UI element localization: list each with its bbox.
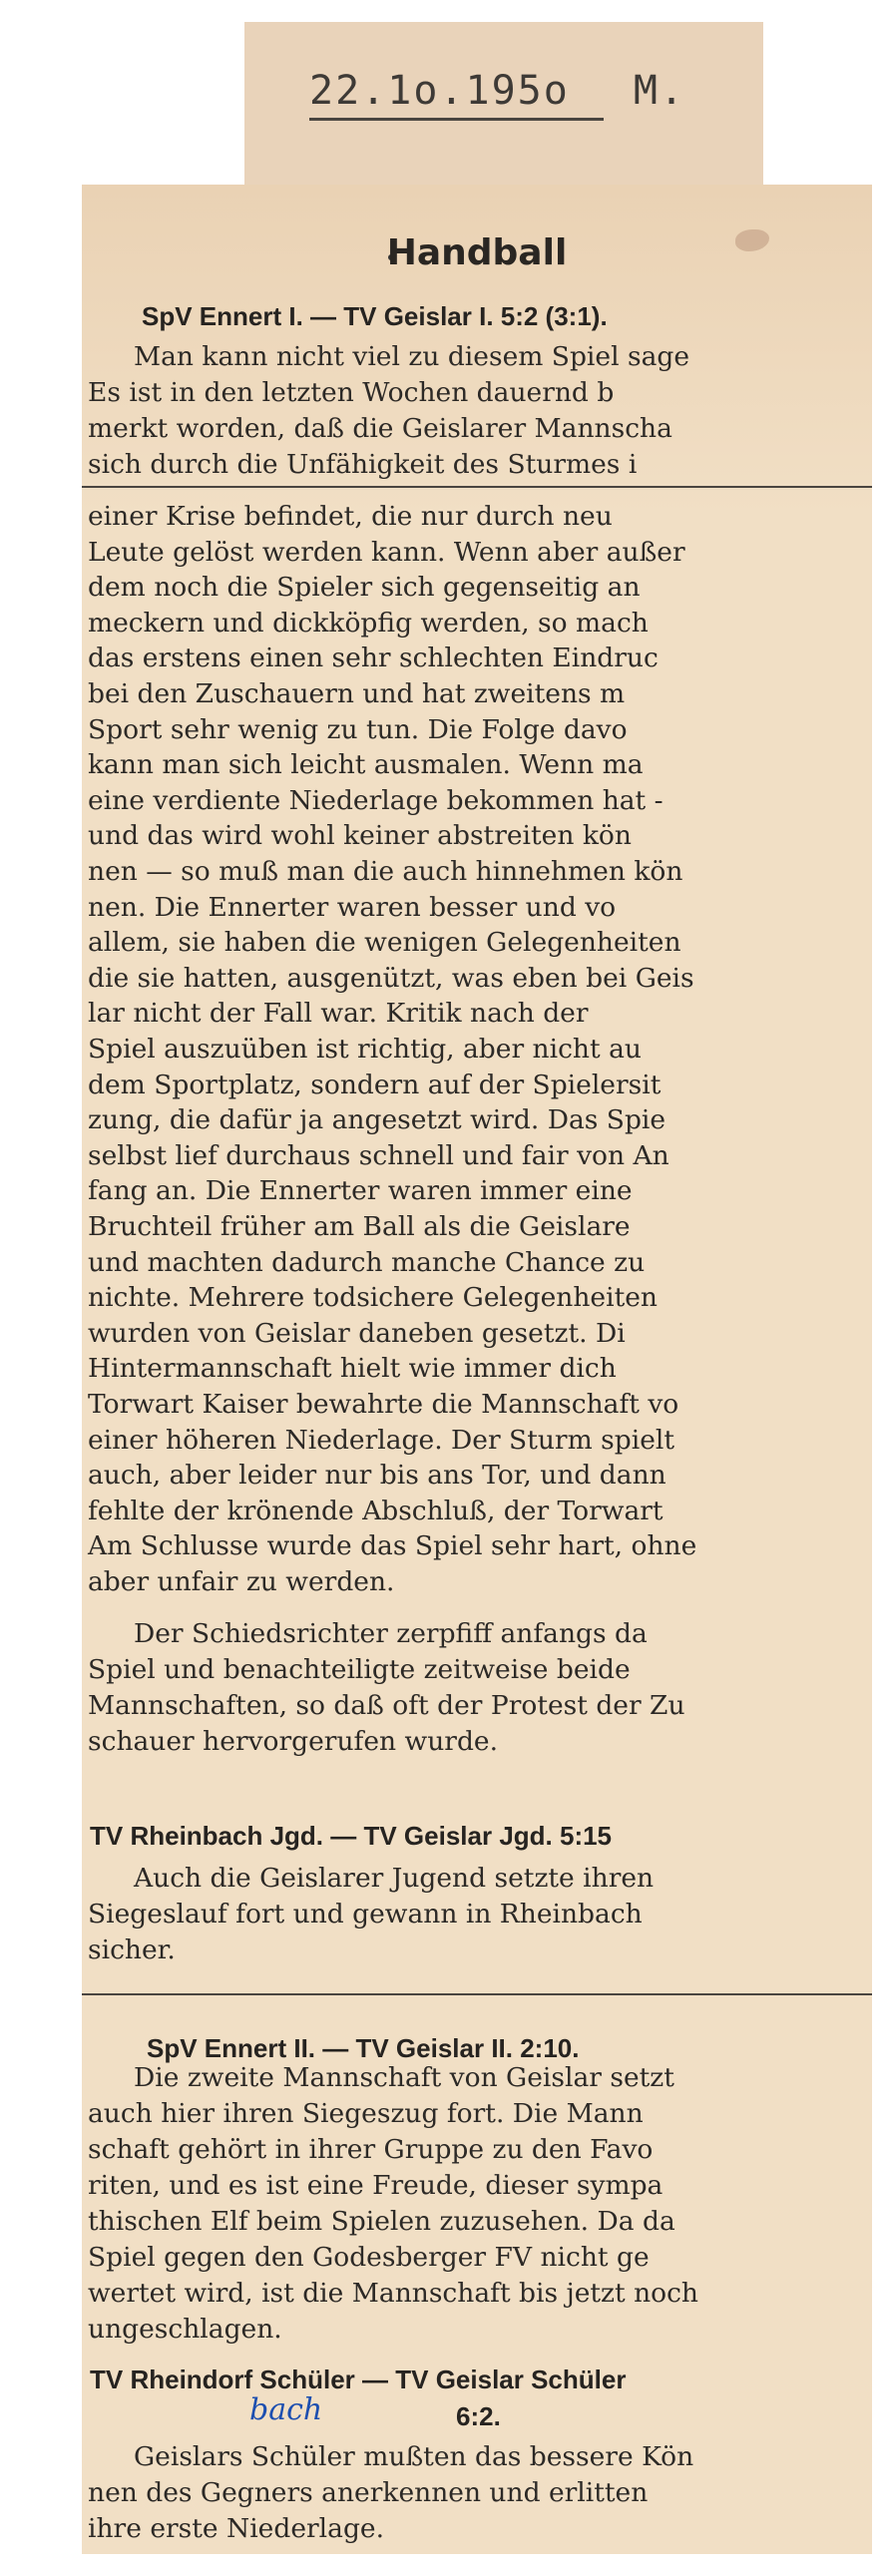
handwritten-correction: bach xyxy=(249,2392,323,2427)
text-line: aber unfair zu werden. xyxy=(88,1566,395,1597)
text-line: Der Schiedsrichter zerpfiff anfangs da xyxy=(134,1618,648,1649)
text-line: merkt worden, daß die Geislarer Mannscha xyxy=(88,413,672,444)
text-line: Man kann nicht viel zu diesem Spiel sage xyxy=(134,341,690,372)
text-line: kann man sich leicht ausmalen. Wenn ma xyxy=(88,749,644,781)
text-line: Hintermannschaft hielt wie immer dich xyxy=(88,1353,617,1385)
text-line: zung, die dafür ja angesetzt wird. Das Spie xyxy=(88,1104,666,1136)
text-line: nen. Die Ennerter waren besser und vo xyxy=(88,891,617,923)
newspaper-clipping xyxy=(82,185,872,2554)
date-mark: M. xyxy=(633,68,686,114)
column-rule xyxy=(82,486,872,488)
text-line: die sie hatten, ausgenützt, was eben bei Geis xyxy=(88,962,694,994)
text-line: das erstens einen sehr schlechten Eindruc xyxy=(88,643,659,674)
date-underline xyxy=(309,118,604,121)
text-line: ungeschlagen. xyxy=(88,2314,282,2345)
match-header-1: SpV Ennert I. — TV Geislar I. 5:2 (3:1). xyxy=(142,301,608,331)
text-line: nichte. Mehrere todsichere Gelegenheiten xyxy=(88,1282,658,1314)
text-line: sicher. xyxy=(88,1934,176,1965)
text-line: einer höheren Niederlage. Der Sturm spielt xyxy=(88,1424,674,1456)
date-stamp xyxy=(309,68,685,114)
text-line: wurden von Geislar daneben gesetzt. Di xyxy=(88,1317,626,1349)
text-line: fang an. Die Ennerter waren immer eine xyxy=(88,1175,633,1207)
text-line: Torwart Kaiser bewahrte die Mannschaft vo xyxy=(88,1389,679,1420)
text-line: dem noch die Spieler sich gegenseitig an xyxy=(88,572,641,604)
text-line: Die zweite Mannschaft von Geislar setzt xyxy=(134,2062,674,2093)
text-line: riten, und es ist eine Freude, dieser sympa xyxy=(88,2170,663,2201)
text-line: Spiel gegen den Godesberger FV nicht ge xyxy=(88,2242,650,2273)
text-line: lar nicht der Fall war. Kritik nach der xyxy=(88,998,589,1030)
text-line: eine verdiente Niederlage bekommen hat - xyxy=(88,784,663,816)
text-line: nen — so muß man die auch hinnehmen kön xyxy=(88,856,683,887)
text-line: selbst lief durchaus schnell und fair von An xyxy=(88,1139,669,1171)
section-rule xyxy=(82,1993,872,1995)
text-line: Am Schlusse wurde das Spiel sehr hart, ohne xyxy=(88,1530,697,1562)
text-line: schauer hervorgerufen wurde. xyxy=(88,1726,499,1757)
text-line: dem Sportplatz, sondern auf der Spielersit xyxy=(88,1069,662,1100)
text-line: Mannschaften, so daß oft der Protest der Zu xyxy=(88,1690,685,1721)
text-line: und das wird wohl keiner abstreiten kön xyxy=(88,820,632,852)
text-line: thischen Elf beim Spielen zuzusehen. Da da xyxy=(88,2206,675,2237)
text-line: Sport sehr wenig zu tun. Die Folge davo xyxy=(88,713,628,745)
text-line: bei den Zuschauern und hat zweitens m xyxy=(88,678,626,709)
text-line: auch, aber leider nur bis ans Tor, und dann xyxy=(88,1460,666,1492)
text-line: auch hier ihren Siegeszug fort. Die Mann xyxy=(88,2098,644,2129)
text-line: nen des Gegners anerkennen und erlitten xyxy=(88,2477,649,2508)
match-header-4: TV Rheindorf Schüler — TV Geislar Schüler xyxy=(90,2364,627,2394)
section-heading: Handball xyxy=(386,232,568,273)
text-line: und machten dadurch manche Chance zu xyxy=(88,1246,646,1278)
text-line: einer Krise befindet, die nur durch neu xyxy=(88,501,613,532)
text-line: Spiel und benachteiligte zeitweise beide xyxy=(88,1654,631,1685)
text-line: Siegeslauf fort und gewann in Rheinbach xyxy=(88,1899,643,1930)
text-line: Spiel auszuüben ist richtig, aber nicht au xyxy=(88,1034,642,1065)
match-header-3: SpV Ennert II. — TV Geislar II. 2:10. xyxy=(147,2033,580,2063)
text-line: allem, sie haben die wenigen Gelegenheiten xyxy=(88,927,681,959)
match-score-4: 6:2. xyxy=(456,2401,501,2431)
text-line: Leute gelöst werden kann. Wenn aber außer xyxy=(88,536,685,568)
text-line: Geislars Schüler mußten das bessere Kön xyxy=(134,2441,694,2472)
text-line: schaft gehört in ihrer Gruppe zu den Favo xyxy=(88,2134,654,2165)
text-line: wertet wird, ist die Mannschaft bis jetzt noch xyxy=(88,2278,698,2309)
text-line: ihre erste Niederlage. xyxy=(88,2513,385,2544)
text-line: sich durch die Unfähigkeit des Sturmes i xyxy=(88,449,638,480)
text-line: Bruchteil früher am Ball als die Geislare xyxy=(88,1211,631,1242)
text-line: meckern und dickköpfig werden, so mach xyxy=(88,607,649,639)
date-text: 22.1o.195o xyxy=(309,68,570,114)
match-header-2: TV Rheinbach Jgd. — TV Geislar Jgd. 5:15 xyxy=(90,1821,613,1851)
text-line: fehlte der krönende Abschluß, der Torwart xyxy=(88,1495,663,1526)
text-line: Auch die Geislarer Jugend setzte ihren xyxy=(134,1863,655,1894)
text-line: Es ist in den letzten Wochen dauernd b xyxy=(88,377,615,408)
